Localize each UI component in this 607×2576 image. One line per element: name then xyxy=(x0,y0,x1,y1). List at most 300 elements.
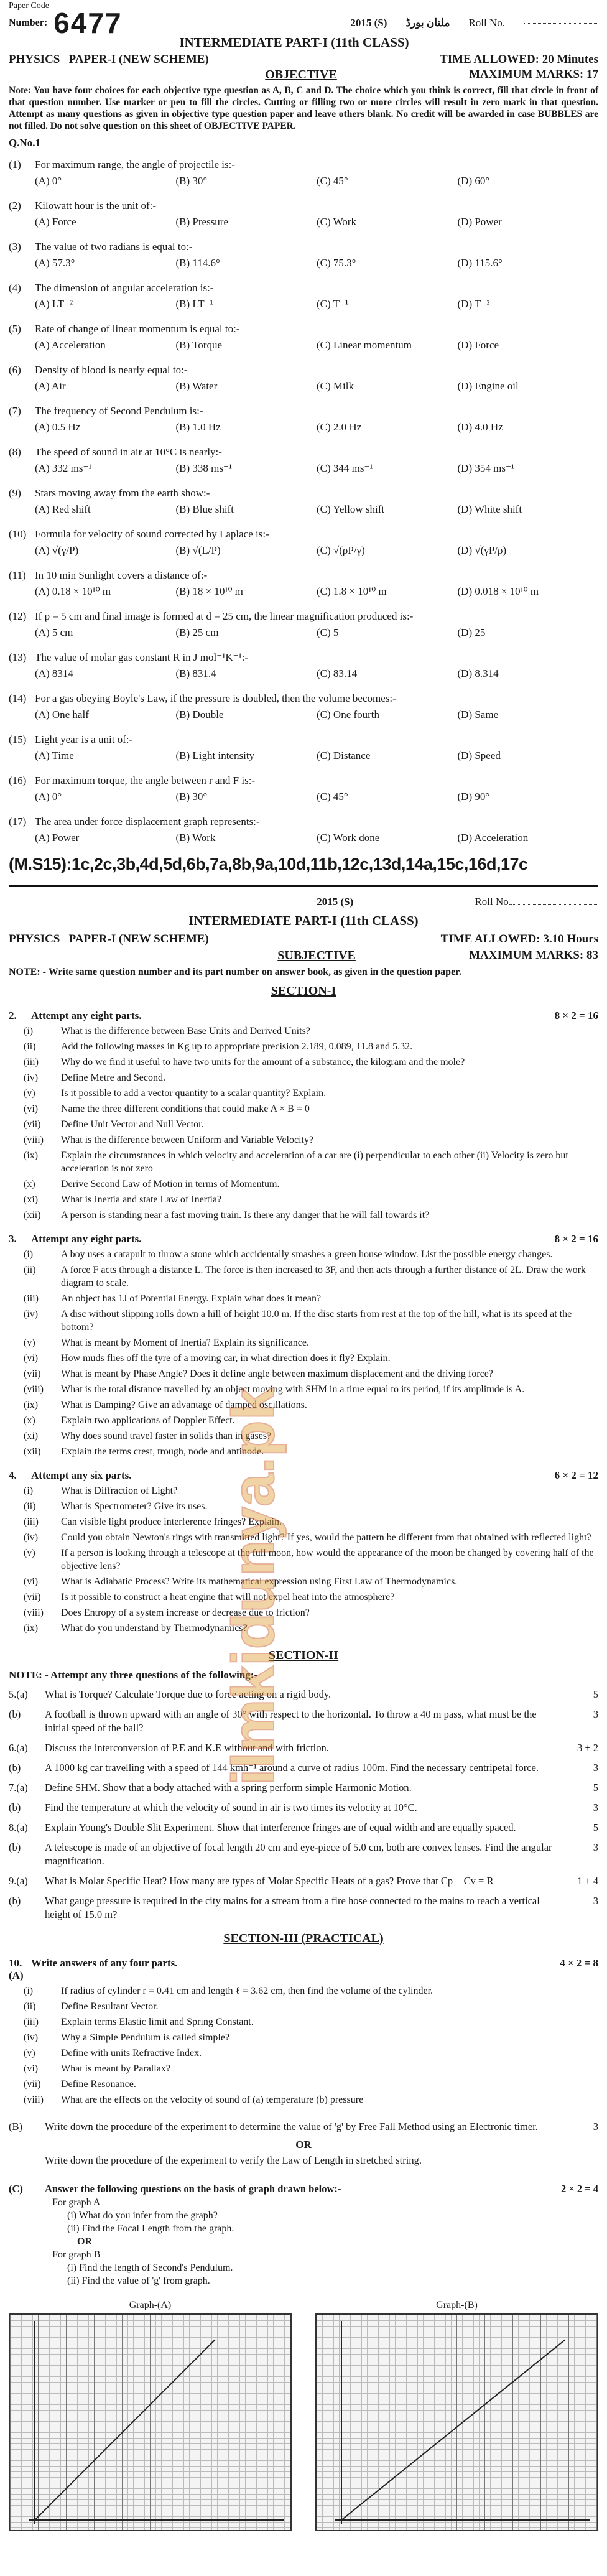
question-4 xyxy=(9,1469,598,1635)
mcq-number: (6) xyxy=(9,364,21,376)
question-number-label: Q.No.1 xyxy=(9,137,40,149)
part-text: Why do we find it useful to have two units for the amount of a substance, the kilogram and the mole? xyxy=(61,1057,465,1067)
long-question-text: What is Molar Specific Heat? How many are types of Molar Specific Heats of a gas? Prove that Cp − Cv = R xyxy=(45,1875,494,1887)
long-question xyxy=(9,1741,598,1755)
short-question-part xyxy=(9,1178,598,1191)
mcq-number: (17) xyxy=(9,816,27,827)
short-question-part xyxy=(9,1193,598,1206)
mcq-option: (D) 60° xyxy=(457,175,490,187)
mcq-text: The dimension of angular acceleration is:- xyxy=(35,282,214,294)
long-question-marks: 3 xyxy=(593,1708,598,1720)
mcq-option: (A) Red shift xyxy=(35,503,91,515)
mcq-list xyxy=(9,158,598,847)
part-number: (vii) xyxy=(24,1369,41,1379)
long-question-text: Define SHM. Show that a body attached with a spring perform simple Harmonic Motion. xyxy=(45,1782,412,1793)
part-number: (i) xyxy=(24,1986,34,1996)
long-question-number: (b) xyxy=(9,1841,21,1853)
graph-b-grid xyxy=(315,2313,598,2531)
question-10c xyxy=(9,2182,598,2196)
mcq-question xyxy=(9,322,598,336)
graph-a-grid xyxy=(9,2313,292,2531)
mcq-question xyxy=(9,815,598,829)
long-question xyxy=(9,1708,598,1735)
short-question-part xyxy=(9,1383,598,1396)
mcq-option: (C) 1.8 × 10¹⁰ m xyxy=(317,585,387,597)
mcq-option: (B) LT⁻¹ xyxy=(175,298,213,310)
part-text: A disc without slipping rolls down a hill of height 10.0 m. If the disc starts from rest at the top of the hill, what is its speed at the bottom? xyxy=(61,1309,572,1332)
part-number: (v) xyxy=(24,1088,35,1099)
mcq-option: (D) White shift xyxy=(457,503,522,515)
mcq-options xyxy=(35,377,598,396)
short-question-instruction: Attempt any eight parts. xyxy=(31,1233,142,1245)
objective-heading: OBJECTIVE xyxy=(265,68,337,81)
time-allowed: TIME ALLOWED: 20 Minutes xyxy=(440,53,598,66)
question-10b xyxy=(9,2120,598,2134)
short-question-number: 10. (A) xyxy=(9,1957,24,1981)
part-number: (i) xyxy=(24,1249,34,1260)
section-row xyxy=(9,68,598,82)
long-question-marks: 3 xyxy=(593,1841,598,1853)
mcq-number: (10) xyxy=(9,528,27,540)
mcq-question xyxy=(9,733,598,746)
part-number: (v) xyxy=(24,2048,35,2058)
long-question-marks: 5 xyxy=(593,1821,598,1833)
part-text: An object has 1J of Potential Energy. Explain what does it mean? xyxy=(61,1293,322,1304)
part-number: (iii) xyxy=(24,2017,39,2027)
mcq-option: (D) Speed xyxy=(457,750,501,761)
mcq-text: If p = 5 cm and final image is formed at d = 25 cm, the linear magnification produced is:- xyxy=(35,610,414,622)
watermark-text: ilmkidunya.pk xyxy=(220,1387,287,1786)
mcq-question xyxy=(9,240,598,254)
subjective-roll-label: Roll No. xyxy=(475,896,511,908)
part-text: Is it possible to add a vector quantity to a scalar quantity? Explain. xyxy=(61,1088,327,1099)
long-question xyxy=(9,1801,598,1815)
long-question-marks: 5 xyxy=(593,1688,598,1700)
part-text: A boy uses a catapult to throw a stone which accidentally smashes a green house window. List the possible energy changes. xyxy=(61,1249,553,1260)
mcq-number: (13) xyxy=(9,651,27,663)
part-text: What is the total distance travelled by an object moving with SHM in a time equal to its period, if its amplitude is A. xyxy=(61,1384,525,1395)
mcq-number: (7) xyxy=(9,405,21,417)
part-number: (x) xyxy=(24,1415,35,1426)
part-number: (xii) xyxy=(24,1210,41,1221)
mcq-option: (D) Acceleration xyxy=(457,832,529,844)
short-question-part xyxy=(9,1367,598,1380)
mcq-options xyxy=(35,623,598,642)
part-text: What is Adiabatic Process? Write its mathematical expression using First Law of Thermodynamics. xyxy=(61,1576,458,1587)
long-question-number: 5.(a) xyxy=(9,1688,28,1700)
part-text: What is the difference between Base Units and Derived Units? xyxy=(61,1026,310,1036)
objective-note: Note: You have four choices for each objective type question as A, B, C and D. The choice which you think is correct, fill that circle in front of that question number. Use marker or pen to fill the circles. Cutting or filling two or more circles will result in zero mark in that question. Attempt as many questions as given in objective type question paper and leave others blank. No credit will be awarded in case BUBBLES are not filled. Do not solve question on this sheet of OBJECTIVE PAPER. xyxy=(9,85,598,131)
mcq-question xyxy=(9,404,598,418)
mcq-question xyxy=(9,528,598,541)
short-question-part xyxy=(9,1248,598,1261)
q10c-marks: 2 × 2 = 4 xyxy=(560,2183,598,2195)
part-number: (vii) xyxy=(24,2079,41,2090)
mcq-question xyxy=(9,158,598,172)
mcq-option: (A) One half xyxy=(35,709,89,720)
part-number: (ix) xyxy=(24,1623,39,1634)
short-question-part xyxy=(9,1515,598,1528)
part-number: (ii) xyxy=(24,2001,36,2012)
mcq-option: (D) 0.018 × 10¹⁰ m xyxy=(457,585,539,597)
q10b-marks: 3 xyxy=(593,2121,598,2132)
long-question-text: A 1000 kg car travelling with a speed of 144 kmh⁻¹ around a curve of radius 100m. Find the necessary centripetal force. xyxy=(45,1762,539,1774)
mcq-option: (C) 45° xyxy=(317,791,348,802)
short-question-number: 4. xyxy=(9,1469,17,1481)
short-question-part xyxy=(9,1087,598,1100)
short-question-instruction: Attempt any six parts. xyxy=(31,1469,132,1481)
paper-number: 6477 xyxy=(53,7,123,39)
subjective-roll-line xyxy=(511,904,598,905)
subjective-paper: PAPER-I (NEW SCHEME) xyxy=(68,932,209,946)
long-question xyxy=(9,1841,598,1868)
part-text: Add the following masses in Kg up to appropriate precision 2.189, 0.089, 11.8 and 5.32. xyxy=(61,1041,413,1052)
mcq-options xyxy=(35,213,598,231)
part-text: Define Unit Vector and Null Vector. xyxy=(61,1119,204,1130)
long-question-marks: 3 xyxy=(593,1762,598,1774)
mcq-option: (D) √(γP/ρ) xyxy=(457,544,507,556)
part-number: (iv) xyxy=(24,1532,39,1543)
mcq-text: Stars moving away from the earth show:- xyxy=(35,487,210,499)
mcq-option: (D) 4.0 Hz xyxy=(457,421,503,433)
mcq-option: (C) Work done xyxy=(317,832,380,844)
part-text: What is the difference between Uniform and Variable Velocity? xyxy=(61,1135,314,1145)
part-text: Define with units Refractive Index. xyxy=(61,2048,202,2058)
mcq-option: (B) 30° xyxy=(175,175,208,187)
exam-year: 2015 (S) xyxy=(350,17,387,29)
graph-a xyxy=(9,2300,292,2531)
long-question-number: (b) xyxy=(9,1802,21,1813)
part-text: Define Metre and Second. xyxy=(61,1072,165,1083)
roll-no-label: Roll No. xyxy=(468,17,505,29)
mcq-option: (C) Yellow shift xyxy=(317,503,385,515)
mcq-option: (B) Pressure xyxy=(175,216,229,228)
short-question-part xyxy=(9,1531,598,1544)
paper-name: PAPER-I (NEW SCHEME) xyxy=(68,53,209,66)
graph-b-title: Graph-(B) xyxy=(436,2300,478,2310)
mcq-option: (B) 114.6° xyxy=(175,257,220,269)
short-question-part xyxy=(9,1209,598,1222)
part-text: Define Resonance. xyxy=(61,2079,136,2090)
long-question-number: 6.(a) xyxy=(9,1742,28,1754)
question-3 xyxy=(9,1233,598,1458)
part-text: What is meant by Moment of Inertia? Explain its significance. xyxy=(61,1337,309,1348)
mcq-text: Formula for velocity of sound corrected by Laplace is:- xyxy=(35,528,269,540)
part-number: (iii) xyxy=(24,1517,39,1527)
part-text: What are the effects on the velocity of sound of (a) temperature (b) pressure xyxy=(61,2095,364,2105)
max-marks: MAXIMUM MARKS: 17 xyxy=(469,68,598,81)
mcq-option: (A) LT⁻² xyxy=(35,298,73,310)
mcq-option: (C) Milk xyxy=(317,380,354,392)
mcq-option: (A) 0° xyxy=(35,791,62,802)
mcq-option: (A) Time xyxy=(35,750,74,761)
graph-b-line xyxy=(317,2315,597,2530)
mcq-option: (A) 332 ms⁻¹ xyxy=(35,462,92,474)
short-question-part xyxy=(9,1606,598,1619)
long-question-text: A telescope is made of an objective of focal length 20 cm and eye-piece of 5.0 cm, both are convex lenses. Find the angular magnification. xyxy=(45,1841,552,1867)
subjective-header-top xyxy=(9,896,598,908)
short-question-part xyxy=(9,1591,598,1604)
part-number: (ii) xyxy=(24,1041,36,1052)
section-1-heading: SECTION-I xyxy=(271,984,336,998)
short-question-number: 2. xyxy=(9,1010,17,1021)
mcq-number: (9) xyxy=(9,487,21,499)
mcq-option: (A) 57.3° xyxy=(35,257,75,269)
long-question xyxy=(9,1781,598,1795)
mcq-options xyxy=(35,254,598,272)
mcq-option: (A) √(γ/P) xyxy=(35,544,79,556)
part-number: (ix) xyxy=(24,1150,39,1161)
mcq-number: (3) xyxy=(9,241,21,253)
mcq-options xyxy=(35,582,598,601)
part-text: What is meant by Phase Angle? Does it define angle between maximum displacement and the driving force? xyxy=(61,1369,493,1379)
graph-a-line xyxy=(10,2315,290,2530)
subjective-section-row xyxy=(9,949,598,963)
mcq-option: (C) 45° xyxy=(317,175,348,187)
mcq-option: (C) 2.0 Hz xyxy=(317,421,362,433)
short-question-part xyxy=(9,1546,598,1573)
subjective-class-title: INTERMEDIATE PART-I (11th CLASS) xyxy=(188,913,419,928)
graph-or: OR xyxy=(77,2236,92,2247)
part-text: A force F acts through a distance L. The force is then increased to 3F, and then acts through a further distance of 2L. Draw the work diagram to scale. xyxy=(61,1265,586,1288)
mcq-options xyxy=(35,336,598,355)
question-10b-alt xyxy=(9,2154,598,2167)
mcq-text: The speed of sound in air at 10°C is nearly:- xyxy=(35,446,222,458)
mcq-option: (A) 8314 xyxy=(35,667,73,679)
mcq-number: (4) xyxy=(9,282,21,294)
mcq-option: (B) 25 cm xyxy=(175,626,219,638)
graph-b-q1: (i) Find the length of Second's Pendulum. xyxy=(67,2262,233,2273)
long-question-marks: 5 xyxy=(593,1782,598,1793)
part-number: (vii) xyxy=(24,1592,41,1602)
number-row xyxy=(9,7,598,39)
short-question-part xyxy=(9,1500,598,1513)
long-question-text: What gauge pressure is required in the city mains for a stream from a fire hose connected to the mains to reach a vertical height of 15.0 m? xyxy=(45,1895,540,1920)
mcq-question xyxy=(9,692,598,705)
mcq-option: (D) Same xyxy=(457,709,499,720)
part-text: What is meant by Parallax? xyxy=(61,2063,170,2074)
graph-a-title: Graph-(A) xyxy=(129,2300,172,2310)
part-text: Does Entropy of a system increase or decrease due to friction? xyxy=(61,1607,310,1618)
long-question-marks: 3 xyxy=(593,1802,598,1813)
part-text: Explain the terms crest, trough, node and antinode. xyxy=(61,1446,264,1457)
mcq-option: (C) 344 ms⁻¹ xyxy=(317,462,373,474)
mcq-option: (C) T⁻¹ xyxy=(317,298,349,310)
short-question-part xyxy=(9,2016,598,2029)
part-number: (ii) xyxy=(24,1265,36,1275)
subject-row xyxy=(9,53,598,67)
short-question-part xyxy=(9,1575,598,1588)
section-3-heading: SECTION-III (PRACTICAL) xyxy=(223,1932,384,1945)
mcq-number: (12) xyxy=(9,610,27,622)
mcq-question xyxy=(9,199,598,213)
mcq-option: (C) Linear momentum xyxy=(317,339,412,351)
part-number: (i) xyxy=(24,1486,34,1496)
subjective-note: NOTE: - Write same question number and its part number on answer book, as given in the question paper. xyxy=(9,967,461,977)
mcq-options xyxy=(35,829,598,847)
q10c-number: (C) xyxy=(9,2183,23,2195)
long-question xyxy=(9,1874,598,1888)
mcq-text: The frequency of Second Pendulum is:- xyxy=(35,405,203,417)
mcq-text: For maximum range, the angle of projectile is:- xyxy=(35,159,235,170)
mcq-options xyxy=(35,295,598,314)
short-question-marks: 4 × 2 = 8 xyxy=(560,1957,598,1969)
part-number: (viii) xyxy=(24,1135,44,1145)
mcq-option: (A) Force xyxy=(35,216,76,228)
short-question-part xyxy=(9,2062,598,2075)
subject-name: PHYSICS xyxy=(9,53,60,66)
part-text: What is Spectrometer? Give its uses. xyxy=(61,1501,208,1512)
short-question-part xyxy=(9,1025,598,1038)
part-text: Can visible light produce interference fringes? Explain. xyxy=(61,1517,282,1527)
mcq-option: (D) 25 xyxy=(457,626,486,638)
graph-b xyxy=(315,2300,598,2531)
part-text: Could you obtain Newton's rings with transmitted light? If yes, would the pattern be different from that obtained with reflected light? xyxy=(61,1532,591,1543)
part-number: (iii) xyxy=(24,1057,39,1067)
q10c-parts xyxy=(52,2196,598,2287)
part-number: (i) xyxy=(24,1026,34,1036)
mcq-option: (B) 831.4 xyxy=(175,667,216,679)
mcq-options xyxy=(35,788,598,806)
mcq-options xyxy=(35,418,598,437)
part-text: Is it possible to construct a heat engine that will not expel heat into the atmosphere? xyxy=(61,1592,395,1602)
long-question-marks: 1 + 4 xyxy=(577,1875,598,1887)
part-number: (v) xyxy=(24,1548,35,1558)
mcq-option: (B) 30° xyxy=(175,791,208,802)
mcq-option: (D) Engine oil xyxy=(457,380,519,392)
mcq-option: (C) 75.3° xyxy=(317,257,356,269)
long-question-number: (b) xyxy=(9,1708,21,1720)
part-text: What is Damping? Give an advantage of damped oscillations. xyxy=(61,1400,307,1410)
mcq-number: (14) xyxy=(9,692,27,704)
long-questions xyxy=(9,1688,598,1922)
answer-key: (M.S15):1c,2c,3b,4d,5d,6b,7a,8b,9a,10d,11b,12c,13d,14a,15c,16d,17c xyxy=(9,855,528,873)
short-question-part xyxy=(9,2047,598,2060)
mcq-option: (A) Acceleration xyxy=(35,339,106,351)
mcq-option: (C) √(ρP/γ) xyxy=(317,544,365,556)
graph-b-label: For graph B xyxy=(52,2249,101,2260)
question-2 xyxy=(9,1010,598,1222)
short-question-part xyxy=(9,1484,598,1497)
short-question-part xyxy=(9,1263,598,1290)
part-number: (xii) xyxy=(24,1446,41,1457)
long-question-number: (b) xyxy=(9,1895,21,1907)
year-roll-group xyxy=(350,17,598,29)
part-text: How muds flies off the tyre of a moving car, in what direction does it fly? Explain. xyxy=(61,1353,391,1364)
class-title: INTERMEDIATE PART-I (11th CLASS) xyxy=(179,35,409,50)
mcq-number: (2) xyxy=(9,200,21,212)
mcq-option: (B) Torque xyxy=(175,339,223,351)
mcq-option: (B) √(L/P) xyxy=(175,544,221,556)
short-question-part xyxy=(9,1336,598,1349)
mcq-option: (C) Distance xyxy=(317,750,371,761)
subjective-year: 2015 (S) xyxy=(317,896,354,908)
mcq-text: Light year is a unit of:- xyxy=(35,733,133,745)
short-question-part xyxy=(9,1040,598,1053)
graph-a-q2: (ii) Find the Focal Length from the graph. xyxy=(67,2223,234,2234)
question-10 xyxy=(9,1957,598,2106)
mcq-option: (B) Blue shift xyxy=(175,503,234,515)
mcq-number: (15) xyxy=(9,733,27,745)
long-question-number: 9.(a) xyxy=(9,1875,28,1887)
part-number: (xi) xyxy=(24,1194,39,1205)
mcq-options xyxy=(35,705,598,724)
part-text: What do you understand by Thermodynamics? xyxy=(61,1623,248,1634)
mcq-text: Density of blood is nearly equal to:- xyxy=(35,364,188,376)
mcq-question xyxy=(9,445,598,459)
mcq-option: (A) Power xyxy=(35,832,80,844)
roll-no-line xyxy=(524,23,598,24)
mcq-text: In 10 min Sunlight covers a distance of:- xyxy=(35,569,208,581)
mcq-option: (D) 8.314 xyxy=(457,667,499,679)
short-question-head xyxy=(9,1233,598,1245)
short-question-part xyxy=(9,1984,598,1997)
part-number: (viii) xyxy=(24,1607,44,1618)
short-question-part xyxy=(9,2093,598,2106)
part-text: If radius of cylinder r = 0.41 cm and length ℓ = 3.62 cm, then find the volume of the cylinder. xyxy=(61,1986,433,1996)
part-number: (x) xyxy=(24,1179,35,1189)
mcq-options xyxy=(35,746,598,765)
mcq-options xyxy=(35,541,598,560)
mcq-number: (11) xyxy=(9,569,26,581)
short-question-part xyxy=(9,2031,598,2044)
part-number: (iv) xyxy=(24,1072,39,1083)
mcq-option: (A) Air xyxy=(35,380,66,392)
board-urdu: ملتان بورڈ xyxy=(405,17,450,29)
short-question-part xyxy=(9,1398,598,1411)
mcq-option: (D) 354 ms⁻¹ xyxy=(457,462,515,474)
mcq-text: Rate of change of linear momentum is equal to:- xyxy=(35,323,240,335)
section-2-note: NOTE: - Attempt any three questions of the following:- xyxy=(9,1669,258,1681)
short-question-part xyxy=(9,2000,598,2013)
long-question-text: Find the temperature at which the velocity of sound in air is two times its velocity at 10°C. xyxy=(45,1802,417,1813)
mcq-option: (C) Work xyxy=(317,216,356,228)
short-question-part xyxy=(9,1445,598,1458)
mcq-option: (B) 18 × 10¹⁰ m xyxy=(175,585,243,597)
mcq-option: (B) Double xyxy=(175,709,224,720)
long-question-marks: 3 xyxy=(593,1895,598,1907)
mcq-option: (C) One fourth xyxy=(317,709,380,720)
part-number: (ix) xyxy=(24,1400,39,1410)
mcq-option: (B) Water xyxy=(175,380,218,392)
long-question-text: What is Torque? Calculate Torque due to force acting on a rigid body. xyxy=(45,1688,331,1700)
subjective-subject: PHYSICS xyxy=(9,932,60,946)
mcq-text: For maximum torque, the angle between r and F is:- xyxy=(35,774,256,786)
short-question-part xyxy=(9,1149,598,1175)
q10b-or: OR xyxy=(295,2139,312,2151)
short-question-instruction: Attempt any eight parts. xyxy=(31,1010,142,1021)
part-number: (iv) xyxy=(24,2032,39,2043)
mcq-option: (C) 83.14 xyxy=(317,667,358,679)
short-question-part xyxy=(9,1118,598,1131)
short-question-part xyxy=(9,1292,598,1305)
subjective-heading: SUBJECTIVE xyxy=(277,949,356,962)
part-number: (vi) xyxy=(24,1104,39,1114)
mcq-question xyxy=(9,281,598,295)
graph-a-label: For graph A xyxy=(52,2197,101,2208)
subjective-max-marks: MAXIMUM MARKS: 83 xyxy=(469,949,598,962)
mcq-option: (A) 0.18 × 10¹⁰ m xyxy=(35,585,111,597)
short-question-part xyxy=(9,1308,598,1334)
short-question-part xyxy=(9,1071,598,1084)
mcq-text: The area under force displacement graph represents:- xyxy=(35,816,260,827)
long-question-text: Discuss the interconversion of P.E and K.E without and with friction. xyxy=(45,1742,329,1754)
graph-a-q1: (i) What do you infer from the graph? xyxy=(67,2210,218,2221)
part-text: Derive Second Law of Motion in terms of Momentum. xyxy=(61,1179,280,1189)
long-question-number: 7.(a) xyxy=(9,1782,28,1793)
part-number: (viii) xyxy=(24,2095,44,2105)
short-question-part xyxy=(9,1133,598,1146)
